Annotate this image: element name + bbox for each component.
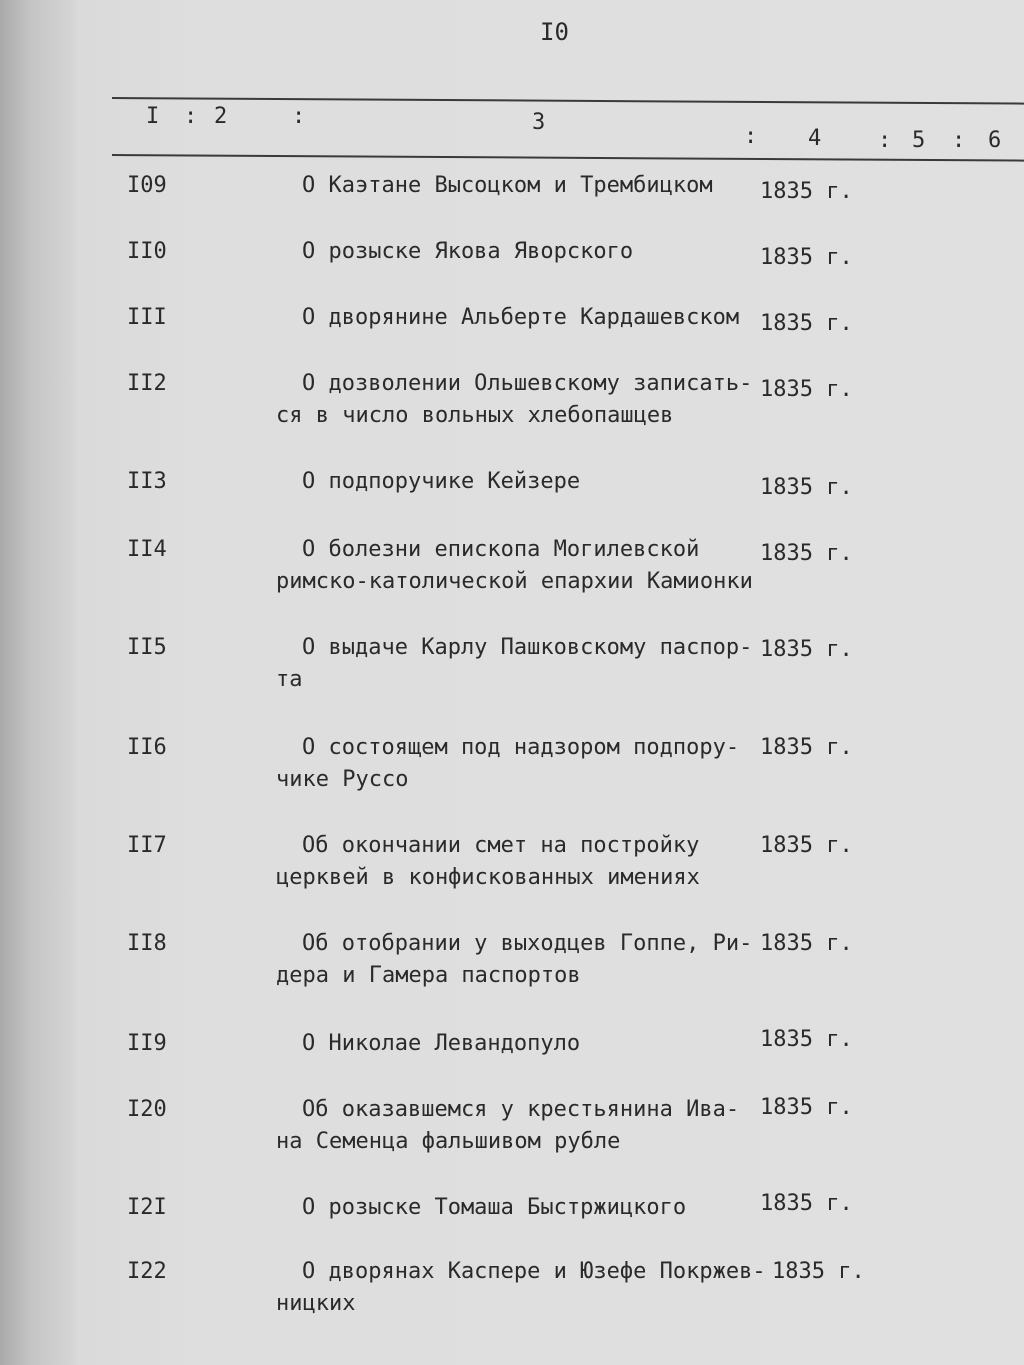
- record-number: II2: [127, 371, 167, 396]
- record-number: I20: [127, 1097, 167, 1122]
- record-title: Об оказавшемся у крестьянина Ива-: [302, 1097, 740, 1122]
- record-title: О розыске Якова Яворского: [302, 239, 634, 264]
- record-title-continued: на Семенца фальшивом рубле: [276, 1129, 621, 1154]
- record-title: О Николае Левандопуло: [302, 1031, 581, 1056]
- binding-shadow: [0, 0, 78, 1365]
- header-col-4: 4: [808, 126, 822, 151]
- record-title-continued: римско-католической епархии Камионки: [276, 569, 753, 594]
- record-year: 1835 г.: [772, 1259, 865, 1284]
- record-year: 1835 г.: [760, 1027, 853, 1052]
- record-number: II8: [127, 931, 167, 956]
- record-title: О болезни епископа Могилевской: [302, 537, 700, 562]
- record-title-continued: ся в число вольных хлебопашцев: [276, 403, 674, 428]
- record-number: II0: [127, 239, 167, 264]
- record-title: О Каэтане Высоцком и Трембицком: [302, 173, 713, 198]
- record-year: 1835 г.: [760, 179, 853, 204]
- record-number: I09: [127, 173, 167, 198]
- header-bottom-rule: [112, 154, 1024, 162]
- record-year: 1835 г.: [760, 735, 853, 760]
- record-number: II3: [127, 469, 167, 494]
- record-year: 1835 г.: [760, 245, 853, 270]
- record-title: О выдаче Карлу Пашковскому паспор-: [302, 635, 753, 660]
- record-year: 1835 г.: [760, 311, 853, 336]
- header-sep: :: [878, 128, 892, 153]
- page-number: I0: [540, 18, 569, 46]
- record-number: I22: [127, 1259, 167, 1284]
- header-sep: :: [184, 104, 198, 129]
- record-year: 1835 г.: [760, 637, 853, 662]
- record-number: II6: [127, 735, 167, 760]
- record-title-continued: дера и Гамера паспортов: [276, 963, 581, 988]
- record-title-continued: церквей в конфискованных имениях: [276, 865, 700, 890]
- record-title-continued: чике Руссо: [276, 767, 409, 792]
- header-col-1: I: [146, 104, 160, 129]
- header-col-5: 5: [912, 128, 926, 153]
- record-number: III: [127, 305, 167, 330]
- record-title: О дозволении Ольшевскому записать-: [302, 371, 753, 396]
- record-number: II5: [127, 635, 167, 660]
- record-title: Об отобрании у выходцев Гоппе, Ри-: [302, 931, 753, 956]
- record-title: О состоящем под надзором подпору-: [302, 735, 740, 760]
- header-sep: :: [744, 124, 758, 149]
- record-year: 1835 г.: [760, 475, 853, 500]
- record-title: О дворянах Каспере и Юзефе Покржев-: [302, 1259, 766, 1284]
- header-sep: :: [292, 104, 306, 129]
- header-sep: :: [952, 128, 966, 153]
- record-year: 1835 г.: [760, 541, 853, 566]
- record-title-continued: ницких: [276, 1291, 356, 1316]
- record-title: О подпоручике Кейзере: [302, 469, 581, 494]
- record-title: О дворянине Альберте Кардашевском: [302, 305, 740, 330]
- record-number: I2I: [127, 1195, 167, 1220]
- record-year: 1835 г.: [760, 1191, 853, 1216]
- record-title-continued: та: [276, 667, 303, 692]
- column-header: [0, 104, 1024, 153]
- record-year: 1835 г.: [760, 931, 853, 956]
- record-number: II4: [127, 537, 167, 562]
- record-number: II9: [127, 1031, 167, 1056]
- record-title: О розыске Томаша Быстржицкого: [302, 1195, 687, 1220]
- header-col-3: 3: [532, 110, 546, 135]
- record-title: Об окончании смет на постройку: [302, 833, 700, 858]
- record-year: 1835 г.: [760, 833, 853, 858]
- header-col-6: 6: [988, 128, 1002, 153]
- record-number: II7: [127, 833, 167, 858]
- header-col-2: 2: [214, 104, 228, 129]
- record-year: 1835 г.: [760, 1095, 853, 1120]
- record-year: 1835 г.: [760, 377, 853, 402]
